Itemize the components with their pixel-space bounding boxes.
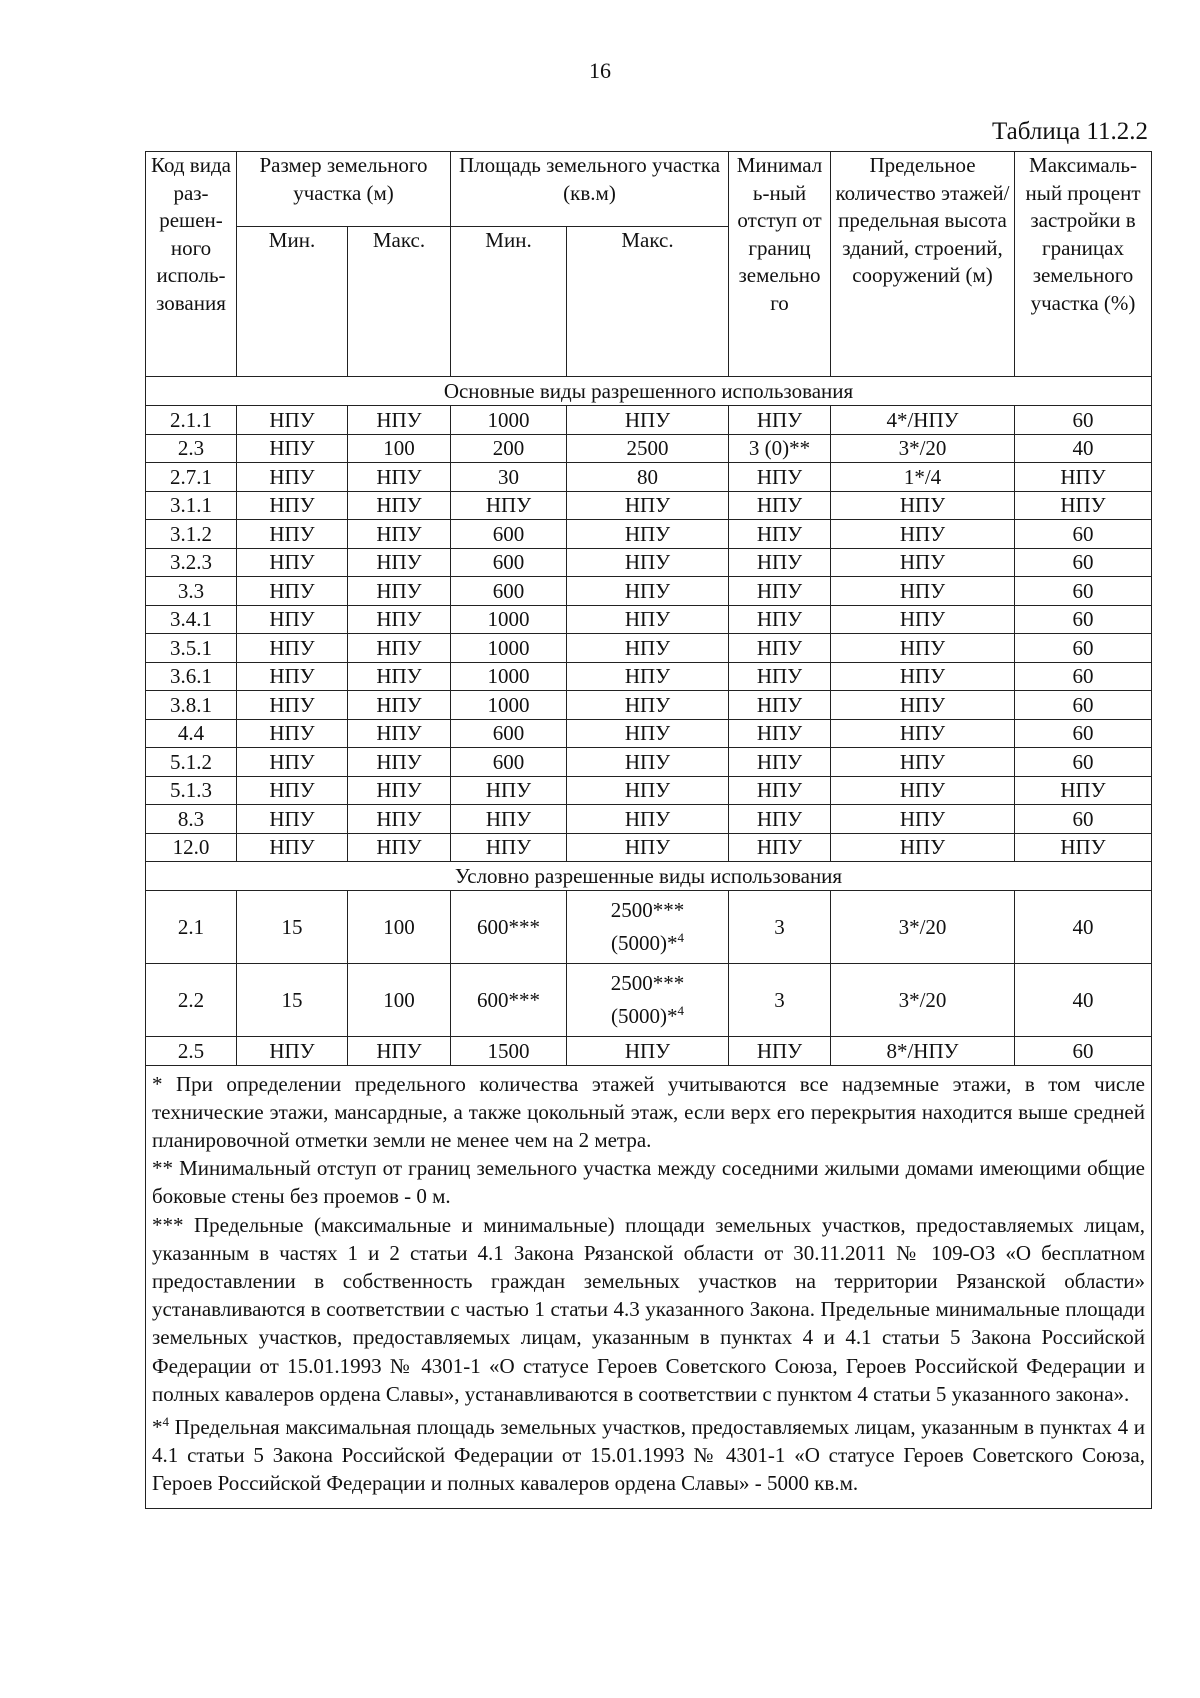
- cell-size-max: НПУ: [348, 805, 451, 834]
- cell-area-min: 1000: [451, 634, 567, 663]
- cell-size-min: НПУ: [237, 805, 348, 834]
- cell-size-min: НПУ: [237, 748, 348, 777]
- cell-code: 3.3: [146, 577, 237, 606]
- subheader-size-min: Мин.: [237, 227, 348, 377]
- cell-size-min: НПУ: [237, 605, 348, 634]
- cell-setback: НПУ: [729, 776, 831, 805]
- table-caption: Таблица 11.2.2: [992, 118, 1148, 145]
- cell-setback: 3 (0)**: [729, 434, 831, 463]
- table-row: [146, 605, 1152, 634]
- cell-floors: НПУ: [831, 776, 1015, 805]
- cell-area-min: 600: [451, 520, 567, 549]
- cell-size-min: НПУ: [237, 491, 348, 520]
- cell-area-min: 600: [451, 719, 567, 748]
- cell-coverage: 60: [1015, 577, 1152, 606]
- cell-setback: НПУ: [729, 491, 831, 520]
- cell-coverage: 60: [1015, 406, 1152, 435]
- cell-size-max: 100: [348, 891, 451, 964]
- cell-size-max: НПУ: [348, 634, 451, 663]
- footnote-2: ** Минимальный отступ от границ земельного участка между соседними жилыми домами имеющими общие боковые стены без проемов - 0 м.: [152, 1156, 1145, 1209]
- cell-area-min: НПУ: [451, 491, 567, 520]
- cell-floors: НПУ: [831, 605, 1015, 634]
- cell-size-min: НПУ: [237, 634, 348, 663]
- cell-size-max: НПУ: [348, 605, 451, 634]
- cell-floors: 3*/20: [831, 964, 1015, 1037]
- cell-floors: НПУ: [831, 577, 1015, 606]
- cell-coverage: НПУ: [1015, 833, 1152, 862]
- cell-code: 3.6.1: [146, 662, 237, 691]
- cell-size-max: НПУ: [348, 662, 451, 691]
- cell-area-min: 30: [451, 463, 567, 492]
- cell-coverage: 60: [1015, 748, 1152, 777]
- cell-size-min: НПУ: [237, 1037, 348, 1066]
- subheader-area-min: Мин.: [451, 227, 567, 377]
- cell-coverage: 60: [1015, 548, 1152, 577]
- cell-code: 2.1: [146, 891, 237, 964]
- cell-code: 4.4: [146, 719, 237, 748]
- subheader-area-max: Макс.: [567, 227, 729, 377]
- footnote-4: [152, 1408, 1145, 1498]
- cell-floors: НПУ: [831, 805, 1015, 834]
- cell-setback: НПУ: [729, 520, 831, 549]
- cell-setback: НПУ: [729, 805, 831, 834]
- cell-setback: НПУ: [729, 463, 831, 492]
- cell-code: 3.1.1: [146, 491, 237, 520]
- cell-area-max: НПУ: [567, 520, 729, 549]
- footnote-3: *** Предельные (максимальные и минимальные) площади земельных участков, предоставляемых лицам, указанным в частях 1 и 2 статьи 4.1 Закона Рязанской области от 30.11.2011 № 109-ОЗ «О бесплатном предоставлении в собственность граждан земельных участков на территории Рязанской области» устанавливаются в соответствии с частью 1 статьи 4.3 указанного Закона. Предельные минимальные площади земельных участков, предоставляемых лицам, указанным в пунктах 4 и 4.1 статьи 5 Закона Российской Федерации от 15.01.1993 № 4301-1 «О статусе Героев Советского Союза, Героев Российской Федерации и полных кавалеров ордена Славы», устанавливаются в соответствии с пунктом 4 статьи 5 указанного закона».: [152, 1212, 1145, 1406]
- cell-size-max: НПУ: [348, 748, 451, 777]
- table-row: [146, 964, 1152, 1037]
- cell-code: 2.5: [146, 1037, 237, 1066]
- cell-coverage: НПУ: [1015, 463, 1152, 492]
- cell-area-min: 200: [451, 434, 567, 463]
- cell-floors: 4*/НПУ: [831, 406, 1015, 435]
- table-row: [146, 463, 1152, 492]
- footnotes: [146, 1065, 1152, 1508]
- header-max-coverage: Максималь-ный процент застройки в границах земельного участка (%): [1015, 152, 1152, 377]
- area-max-line1: 2500***: [610, 971, 685, 995]
- cell-coverage: 40: [1015, 434, 1152, 463]
- cell-area-max: НПУ: [567, 805, 729, 834]
- cell-code: 5.1.2: [146, 748, 237, 777]
- table-row: [146, 805, 1152, 834]
- header-plot-size: Размер земельного участка (м): [237, 152, 451, 227]
- cell-area-max: [567, 891, 729, 964]
- area-max-line2: (5000)*: [611, 931, 678, 955]
- cell-area-min: 600***: [451, 964, 567, 1037]
- cell-code: 3.8.1: [146, 691, 237, 720]
- notes-row: [146, 1065, 1152, 1508]
- cell-coverage: 40: [1015, 964, 1152, 1037]
- cell-area-min: НПУ: [451, 833, 567, 862]
- cell-coverage: 60: [1015, 662, 1152, 691]
- table-row: [146, 662, 1152, 691]
- cell-coverage: 60: [1015, 1037, 1152, 1066]
- cell-area-min: 1000: [451, 691, 567, 720]
- subheader-size-max: Макс.: [348, 227, 451, 377]
- cell-area-min: 1000: [451, 406, 567, 435]
- cell-size-max: НПУ: [348, 491, 451, 520]
- cell-setback: НПУ: [729, 1037, 831, 1066]
- header-row: [146, 152, 1152, 227]
- cell-area-max: НПУ: [567, 605, 729, 634]
- cell-floors: 8*/НПУ: [831, 1037, 1015, 1066]
- cell-setback: НПУ: [729, 406, 831, 435]
- cell-size-min: НПУ: [237, 520, 348, 549]
- cell-size-max: НПУ: [348, 719, 451, 748]
- footnote-1: * При определении предельного количества этажей учитываются все надземные этажи, в том числе технические этажи, мансардные, а также цокольный этаж, если верх его перекрытия находится выше средней планировочной отметки земли не менее чем на 2 метра.: [152, 1071, 1145, 1152]
- cell-code: 2.7.1: [146, 463, 237, 492]
- cell-area-min: 600: [451, 577, 567, 606]
- cell-area-min: НПУ: [451, 776, 567, 805]
- table-row: [146, 776, 1152, 805]
- cell-area-max: НПУ: [567, 748, 729, 777]
- cell-setback: НПУ: [729, 605, 831, 634]
- cell-setback: НПУ: [729, 691, 831, 720]
- cell-size-min: НПУ: [237, 548, 348, 577]
- table-row: [146, 748, 1152, 777]
- table-row: [146, 691, 1152, 720]
- cell-size-min: НПУ: [237, 434, 348, 463]
- area-max-line1: 2500***: [610, 898, 685, 922]
- section-main-title: Основные виды разрешенного использования: [146, 377, 1152, 406]
- header-max-floors: Предельное количество этажей/ предельная высота зданий, строений, сооружений (м): [831, 152, 1015, 377]
- header-min-setback: Минимал ь-ный отступ от границ земельно го: [729, 152, 831, 377]
- header-code: Код вида раз-решен-ного исполь-зования: [146, 152, 237, 377]
- cell-size-max: 100: [348, 434, 451, 463]
- cell-area-max: НПУ: [567, 719, 729, 748]
- cell-size-max: НПУ: [348, 577, 451, 606]
- cell-floors: НПУ: [831, 833, 1015, 862]
- cell-code: 3.1.2: [146, 520, 237, 549]
- cell-setback: 3: [729, 891, 831, 964]
- cell-area-min: 1000: [451, 662, 567, 691]
- cell-area-max: НПУ: [567, 1037, 729, 1066]
- cell-setback: НПУ: [729, 662, 831, 691]
- cell-area-max: НПУ: [567, 662, 729, 691]
- cell-area-max: НПУ: [567, 548, 729, 577]
- cell-coverage: 60: [1015, 605, 1152, 634]
- cell-size-max: НПУ: [348, 520, 451, 549]
- cell-setback: НПУ: [729, 634, 831, 663]
- table-row: [146, 1037, 1152, 1066]
- cell-area-min: 600: [451, 548, 567, 577]
- cell-floors: 3*/20: [831, 434, 1015, 463]
- footnote-4-sup: 4: [162, 1413, 169, 1429]
- cell-area-min: 1000: [451, 605, 567, 634]
- cell-size-max: НПУ: [348, 548, 451, 577]
- cell-setback: НПУ: [729, 577, 831, 606]
- cell-size-min: 15: [237, 964, 348, 1037]
- cell-area-max: 80: [567, 463, 729, 492]
- cell-floors: НПУ: [831, 719, 1015, 748]
- cell-setback: НПУ: [729, 548, 831, 577]
- cell-area-min: 1500: [451, 1037, 567, 1066]
- cell-code: 3.4.1: [146, 605, 237, 634]
- footnote-4-mark: *: [152, 1414, 163, 1439]
- cell-coverage: 60: [1015, 691, 1152, 720]
- cell-floors: 1*/4: [831, 463, 1015, 492]
- cell-area-min: НПУ: [451, 805, 567, 834]
- cell-size-max: НПУ: [348, 691, 451, 720]
- table-row: [146, 520, 1152, 549]
- cell-coverage: 60: [1015, 634, 1152, 663]
- cell-floors: НПУ: [831, 748, 1015, 777]
- table-row: [146, 577, 1152, 606]
- cell-area-max: НПУ: [567, 406, 729, 435]
- cell-code: 3.5.1: [146, 634, 237, 663]
- cell-code: 3.2.3: [146, 548, 237, 577]
- page-number: 16: [589, 58, 611, 83]
- section-row: [146, 862, 1152, 891]
- cell-setback: НПУ: [729, 748, 831, 777]
- cell-area-max: НПУ: [567, 491, 729, 520]
- cell-coverage: НПУ: [1015, 776, 1152, 805]
- cell-size-min: НПУ: [237, 776, 348, 805]
- cell-area-max: НПУ: [567, 577, 729, 606]
- table-row: [146, 719, 1152, 748]
- cell-size-max: 100: [348, 964, 451, 1037]
- cell-area-min: 600: [451, 748, 567, 777]
- cell-area-max: НПУ: [567, 691, 729, 720]
- cell-code: 2.2: [146, 964, 237, 1037]
- cell-code: 12.0: [146, 833, 237, 862]
- table-row: [146, 491, 1152, 520]
- cell-size-min: НПУ: [237, 406, 348, 435]
- cell-size-max: НПУ: [348, 463, 451, 492]
- cell-size-min: 15: [237, 891, 348, 964]
- cell-area-max: НПУ: [567, 833, 729, 862]
- section-row: [146, 377, 1152, 406]
- cell-floors: 3*/20: [831, 891, 1015, 964]
- cell-size-min: НПУ: [237, 719, 348, 748]
- cell-size-max: НПУ: [348, 406, 451, 435]
- table-row: [146, 434, 1152, 463]
- cell-size-min: НПУ: [237, 691, 348, 720]
- cell-coverage: НПУ: [1015, 491, 1152, 520]
- cell-area-max: [567, 964, 729, 1037]
- cell-setback: НПУ: [729, 719, 831, 748]
- section-conditional-title: Условно разрешенные виды использования: [146, 862, 1152, 891]
- cell-floors: НПУ: [831, 662, 1015, 691]
- cell-code: 2.3: [146, 434, 237, 463]
- cell-code: 5.1.3: [146, 776, 237, 805]
- table-row: [146, 406, 1152, 435]
- cell-floors: НПУ: [831, 491, 1015, 520]
- cell-area-min: 600***: [451, 891, 567, 964]
- cell-code: 2.1.1: [146, 406, 237, 435]
- area-max-line2: (5000)*: [611, 1004, 678, 1028]
- cell-size-min: НПУ: [237, 662, 348, 691]
- main-rows: [146, 406, 1152, 862]
- area-max-sup: 4: [677, 930, 684, 945]
- cell-code: 8.3: [146, 805, 237, 834]
- table-row: [146, 833, 1152, 862]
- cell-coverage: 60: [1015, 719, 1152, 748]
- footnote-4-text: Предельная максимальная площадь земельных участков, предоставляемых лицам, указанным в пунктах 4 и 4.1 статьи 5 Закона Российской Федерации от 15.01.1993 № 4301-1 «О статусе Героев Советского Союза, Героев Российской Федерации и полных кавалеров ордена Славы» - 5000 кв.м.: [152, 1414, 1145, 1496]
- cell-coverage: 60: [1015, 520, 1152, 549]
- cell-size-min: НПУ: [237, 463, 348, 492]
- cell-size-max: НПУ: [348, 833, 451, 862]
- zoning-parameters-table: [145, 151, 1152, 1509]
- cell-setback: 3: [729, 964, 831, 1037]
- cell-size-max: НПУ: [348, 776, 451, 805]
- cell-area-max: НПУ: [567, 634, 729, 663]
- table-row: [146, 891, 1152, 964]
- cell-size-min: НПУ: [237, 833, 348, 862]
- cell-floors: НПУ: [831, 520, 1015, 549]
- table-row: [146, 548, 1152, 577]
- cell-floors: НПУ: [831, 634, 1015, 663]
- cell-size-max: НПУ: [348, 1037, 451, 1066]
- header-plot-area: Площадь земельного участка (кв.м): [451, 152, 729, 227]
- table-row: [146, 634, 1152, 663]
- cell-floors: НПУ: [831, 691, 1015, 720]
- cell-area-max: НПУ: [567, 776, 729, 805]
- area-max-sup: 4: [677, 1003, 684, 1018]
- cell-setback: НПУ: [729, 833, 831, 862]
- cell-size-min: НПУ: [237, 577, 348, 606]
- cell-floors: НПУ: [831, 548, 1015, 577]
- cell-coverage: 60: [1015, 805, 1152, 834]
- cell-area-max: 2500: [567, 434, 729, 463]
- cell-coverage: 40: [1015, 891, 1152, 964]
